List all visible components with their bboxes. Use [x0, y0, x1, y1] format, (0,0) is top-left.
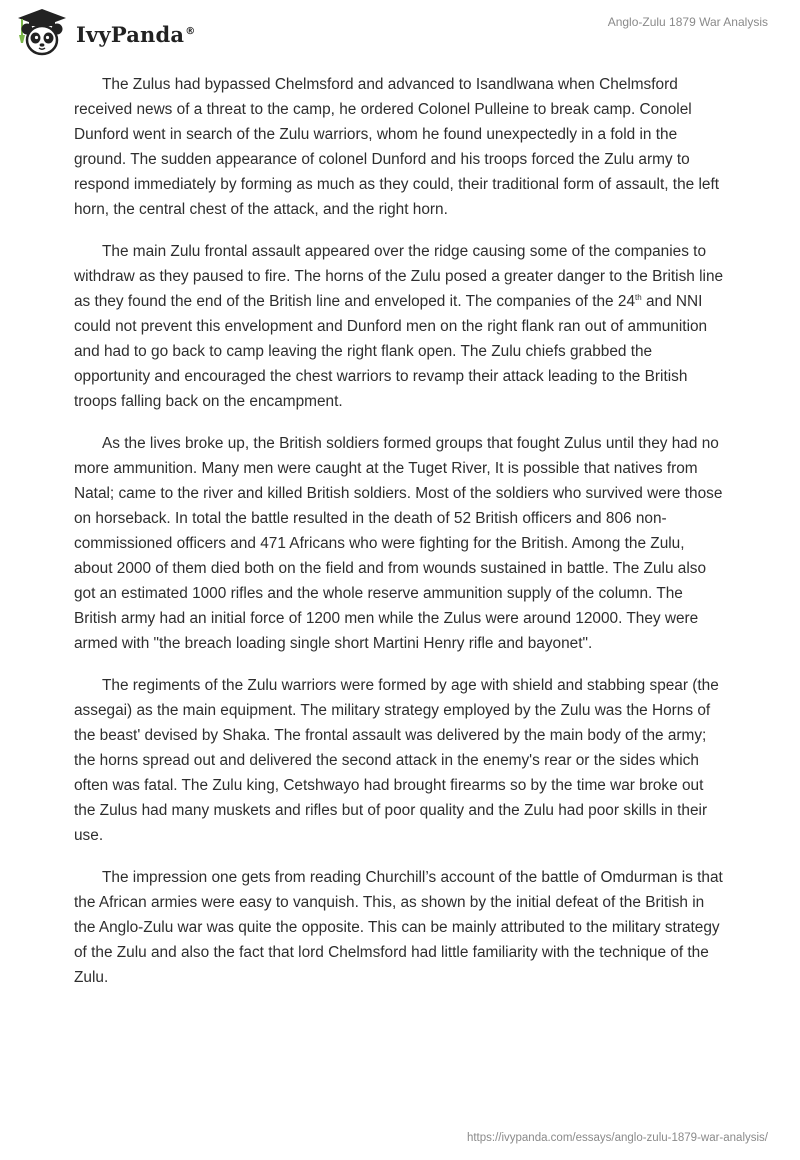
- essay-body: [74, 72, 726, 1007]
- brand-name-text: IvyPanda: [76, 21, 185, 47]
- paragraph-5: The impression one gets from reading Churchill’s account of the battle of Omdurman is that the African armies were easy to vanquish. This, as shown by the initial defeat of the British in the Anglo-Zulu war was quite the opposite. This can be mainly attributed to the military strategy of the Zulu and also the fact that lord Chelmsford had little familiarity with the technique of the Zulu.: [74, 869, 723, 986]
- panda-graduate-icon: [14, 7, 70, 59]
- registered-mark: ®: [185, 25, 196, 37]
- document-title: Anglo-Zulu 1879 War Analysis: [607, 15, 768, 29]
- paragraph-1: The Zulus had bypassed Chelmsford and advanced to Isandlwana when Chelmsford received news of a threat to the camp, he ordered Colonel Pulleine to break camp. Conolel Dunford went in search of the Zulu warriors, whom he found unexpectedly in a fold in the ground. The sudden appearance of colonel Dunford and his troops forced the Zulu army to respond immediately by forming as much as they could, their traditional form of assault, the left horn, the central chest of the attack, and the right horn.: [74, 76, 720, 218]
- paragraph-2-start: The main Zulu frontal assault appeared over the ridge causing some of the companies to withdraw as they paused to fire. The horns of the Zulu posed a greater danger to the British line as they found the end of the British line and enveloped it. The companies of the 24: [74, 243, 724, 310]
- source-url[interactable]: https://ivypanda.com/essays/anglo-zulu-1879-war-analysis/: [466, 1132, 768, 1144]
- paragraph-4: The regiments of the Zulu warriors were formed by age with shield and stabbing spear (the assegai) as the main equipment. The military strategy employed by the Zulu was the Horns of the beast' devised by Shaka. The frontal assault was delivered by the main body of the army; the horns spread out and delivered the second attack in the enemy's rear or the sides which often was fatal. The Zulu king, Cetshwayo had brought firearms so by the time war broke out the Zulus had many muskets and rifles but of poor quality and the Zulu had poor skills in their use.: [74, 677, 719, 844]
- paragraph-2: [74, 239, 726, 414]
- paragraph-3: As the lives broke up, the British soldiers formed groups that fought Zulus until they had no more ammunition. Many men were caught at the Tuget River, It is possible that natives from Natal; came to the river and killed British soldiers. Most of the soldiers who survived were those on horseback. In total the battle resulted in the death of 52 British officers and 806 non-commissioned officers and 471 Africans who were fighting for the British. Among the Zulu, about 2000 of them died both on the field and from wounds sustained in battle. The Zulu also got an estimated 1000 rifles and the whole reserve ammunition supply of the column. The British army had an initial force of 1200 men while the Zulus were around 12000. They were armed with "the breach loading single short Martini Henry rifle and bayonet".: [74, 435, 723, 652]
- brand-name: [76, 22, 195, 47]
- page-header: [0, 0, 800, 70]
- paragraph-2-end: and NNI could not prevent this envelopment and Dunford men on the right flank ran out of ammunition and had to go back to camp leaving the right flank open. The Zulu chiefs grabbed the opportunity and encouraged the chest warriors to revamp their attack leading to the British troops falling back on the encampment.: [74, 293, 708, 410]
- ivypanda-logo[interactable]: [14, 7, 195, 59]
- ordinal-superscript: th: [635, 292, 642, 302]
